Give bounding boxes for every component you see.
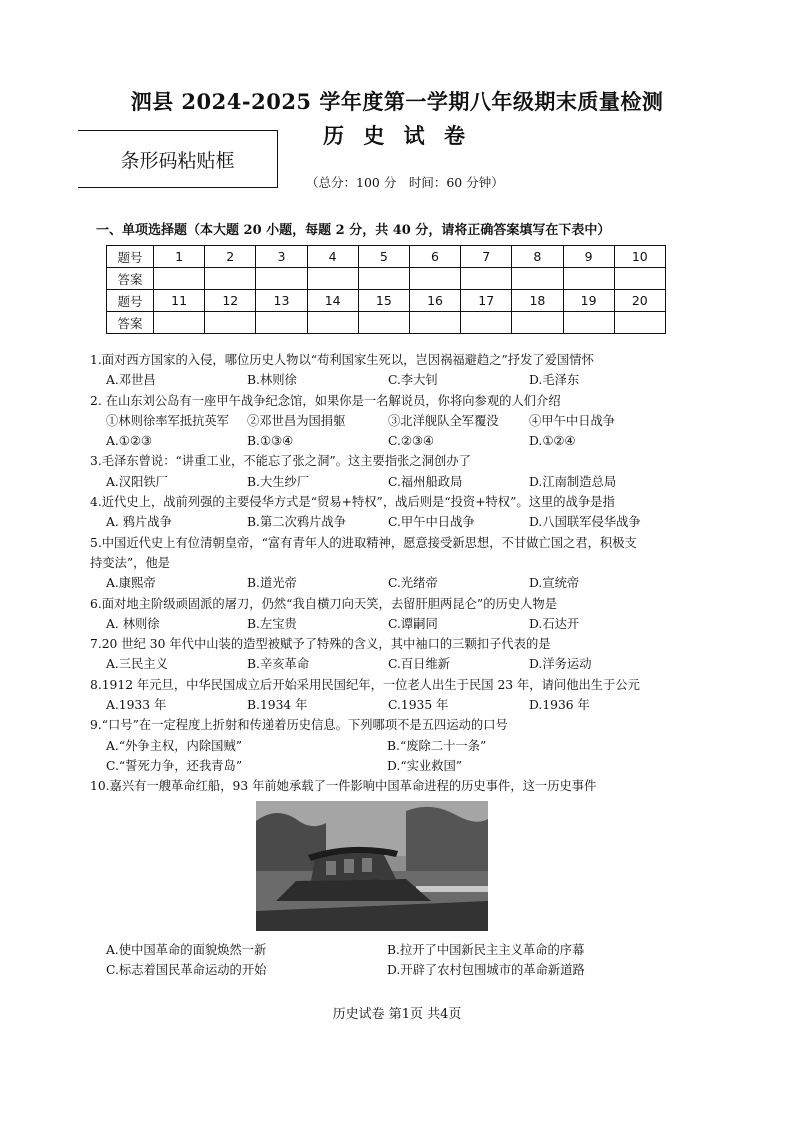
answer-label-cell: 答案: [107, 312, 154, 334]
question-number-cell: 20: [614, 290, 665, 312]
option: D.毛泽东: [529, 373, 580, 388]
answer-cell[interactable]: [154, 268, 205, 290]
option: C.甲午中日战争: [388, 515, 475, 530]
option: B.林则徐: [247, 373, 297, 388]
answer-row: [107, 268, 666, 290]
answer-cell[interactable]: [461, 268, 512, 290]
option: B.左宝贵: [247, 616, 297, 631]
q10-options-row2: [90, 960, 715, 980]
answer-cell[interactable]: [409, 268, 460, 290]
option: C.标志着国民革命运动的开始: [106, 963, 267, 978]
answer-cell[interactable]: [461, 312, 512, 334]
options-row: [90, 411, 715, 431]
option: B.“废除二十一条”: [387, 738, 487, 753]
question-stem: 5.中国近代史上有位清朝皇帝，“富有青年人的进取精神，愿意接受新思想，不甘做亡国之君，积极支: [90, 535, 637, 550]
option: C.1935 年: [388, 698, 449, 713]
question-stem: 2. 在山东刘公岛有一座甲午战争纪念馆，如果你是一名解说员，你将向参观的人们介绍: [90, 393, 561, 408]
question-number-cell: 6: [409, 246, 460, 268]
options-row: [90, 512, 715, 532]
answer-cell[interactable]: [307, 268, 358, 290]
question-number-cell: 10: [614, 246, 665, 268]
options-row: [90, 614, 715, 634]
option: C.福州船政局: [388, 474, 463, 489]
option: D.1936 年: [529, 698, 590, 713]
options-row: [90, 756, 715, 776]
option: B.拉开了中国新民主主义革命的序幕: [387, 943, 585, 957]
question-number-cell: 15: [358, 290, 409, 312]
red-boat-image: [256, 801, 488, 931]
option: A.三民主义: [106, 657, 168, 672]
option: C.李大钊: [388, 373, 438, 388]
options-row: [90, 695, 715, 715]
question-number-cell: 17: [461, 290, 512, 312]
question-label-cell: 题号: [107, 290, 154, 312]
question-stem: 3.毛泽东曾说：“讲重工业，不能忘了张之洞”。这主要指张之洞创办了: [90, 454, 471, 469]
question-number-cell: 12: [205, 290, 256, 312]
question-stem: 持变法”，他是: [90, 555, 171, 570]
option: D.洋务运动: [529, 657, 592, 672]
option: D.石达开: [529, 616, 580, 631]
options-row: [90, 573, 715, 593]
options-row: [90, 654, 715, 674]
option: D.开辟了农村包围城市的革命新道路: [387, 963, 585, 978]
question-number-cell: 4: [307, 246, 358, 268]
answer-label-cell: 答案: [107, 268, 154, 290]
option: ①林则徐率军抵抗英军: [106, 413, 229, 428]
question-number-cell: 8: [512, 246, 563, 268]
score-info: （总分：100 分 时间：60 分钟）: [306, 175, 504, 190]
answer-cell[interactable]: [563, 312, 614, 334]
question-number-cell: 13: [256, 290, 307, 312]
question-list: [90, 350, 715, 797]
answer-cell[interactable]: [614, 268, 665, 290]
option: C.“誓死力争，还我青岛”: [106, 758, 243, 773]
answer-cell[interactable]: [409, 312, 460, 334]
question-number-row: [107, 290, 666, 312]
answer-cell[interactable]: [205, 268, 256, 290]
option: B.辛亥革命: [247, 657, 310, 672]
option: A.“外争主权，内除国贼”: [106, 738, 243, 753]
option: C.百日维新: [388, 657, 451, 672]
answer-cell[interactable]: [256, 268, 307, 290]
question-stem: 4.近代史上，战前列强的主要侵华方式是“贸易+特权”，战后则是“投资+特权”。这里的战争是指: [90, 495, 615, 510]
option: B.①③④: [247, 434, 294, 449]
option: B.1934 年: [247, 698, 308, 713]
question-number-cell: 2: [205, 246, 256, 268]
question-number-row: [107, 246, 666, 268]
question-stem: 8.1912 年元旦，中华民国成立后开始采用民国纪年，一位老人出生于民国 23 年，请问他出生于公元: [90, 677, 640, 692]
q10-options: [90, 940, 715, 981]
section-heading: 一、单项选择题（本大题 20 小题，每题 2 分，共 40 分，请将正确答案填写在下表中）: [96, 223, 611, 238]
option: A.①②③: [106, 434, 152, 449]
option: D.①②④: [529, 434, 576, 449]
option: A. 鸦片战争: [106, 515, 172, 530]
question-number-cell: 16: [409, 290, 460, 312]
answer-cell[interactable]: [307, 312, 358, 334]
question-number-cell: 19: [563, 290, 614, 312]
option: A.康熙帝: [106, 576, 156, 591]
option: ④甲午中日战争: [529, 413, 616, 428]
page-footer: 历史试卷 第1页 共4页: [332, 1007, 462, 1022]
answer-cell[interactable]: [358, 268, 409, 290]
option: D.“实业救国”: [387, 758, 463, 773]
option: A.1933 年: [106, 698, 167, 713]
option: C.②③④: [388, 434, 434, 449]
option: B.第二次鸦片战争: [247, 515, 347, 530]
question-number-cell: 18: [512, 290, 563, 312]
barcode-label: 条形码粘贴框: [120, 149, 235, 172]
options-row: [90, 472, 715, 492]
question-stem: 1.面对西方国家的入侵，哪位历史人物以“苟利国家生死以，岂因祸福避趋之”抒发了爱国情怀: [90, 353, 594, 367]
question-number-cell: 7: [461, 246, 512, 268]
option: D.八国联军侵华战争: [529, 515, 641, 530]
option: D.江南制造总局: [529, 474, 617, 489]
option: B.大生纱厂: [247, 474, 310, 489]
option: C.光绪帝: [388, 576, 438, 591]
question-stem: 6.面对地主阶级顽固派的屠刀，仍然“我自横刀向天笑，去留肝胆两昆仑”的历史人物是: [90, 596, 557, 611]
question-label-cell: 题号: [107, 246, 154, 268]
answer-cell[interactable]: [563, 268, 614, 290]
option: ③北洋舰队全军覆没: [388, 413, 499, 428]
barcode-box: [78, 130, 278, 188]
answer-cell[interactable]: [512, 312, 563, 334]
question-stem: 9.“口号”在一定程度上折射和传递着历史信息。下列哪项不是五四运动的口号: [90, 718, 508, 733]
q10-options-row1: [90, 940, 715, 960]
answer-cell[interactable]: [205, 312, 256, 334]
answer-cell[interactable]: [358, 312, 409, 334]
answer-table: [106, 245, 666, 334]
question-number-cell: 14: [307, 290, 358, 312]
exam-subtitle: 历 史 试 卷: [323, 123, 471, 148]
options-row: [90, 370, 715, 390]
option: A. 林则徐: [106, 616, 160, 631]
answer-cell[interactable]: [512, 268, 563, 290]
options-row: [90, 431, 715, 451]
option: C.谭嗣同: [388, 616, 438, 631]
question-number-cell: 3: [256, 246, 307, 268]
exam-title: 泗县 2024-2025 学年度第一学期八年级期末质量检测: [130, 89, 664, 114]
answer-cell[interactable]: [154, 312, 205, 334]
answer-row: [107, 312, 666, 334]
option: A.汉阳铁厂: [106, 474, 168, 489]
options-row: [90, 736, 715, 756]
option: D.宣统帝: [529, 576, 580, 591]
option: ②邓世昌为国捐躯: [247, 413, 346, 428]
option: B.道光帝: [247, 576, 297, 591]
answer-cell[interactable]: [256, 312, 307, 334]
question-stem: 7.20 世纪 30 年代中山装的造型被赋予了特殊的含义，其中袖口的三颗扣子代表的是: [90, 637, 551, 652]
question-number-cell: 1: [154, 246, 205, 268]
question-number-cell: 9: [563, 246, 614, 268]
option: A.邓世昌: [106, 373, 156, 388]
question-stem: 10.嘉兴有一艘革命红船，93 年前她承载了一件影响中国革命进程的历史事件，这一历史事件: [90, 779, 597, 794]
red-boat-photo: [256, 801, 488, 931]
question-number-cell: 5: [358, 246, 409, 268]
option: A.使中国革命的面貌焕然一新: [106, 943, 267, 957]
answer-cell[interactable]: [614, 312, 665, 334]
question-number-cell: 11: [154, 290, 205, 312]
